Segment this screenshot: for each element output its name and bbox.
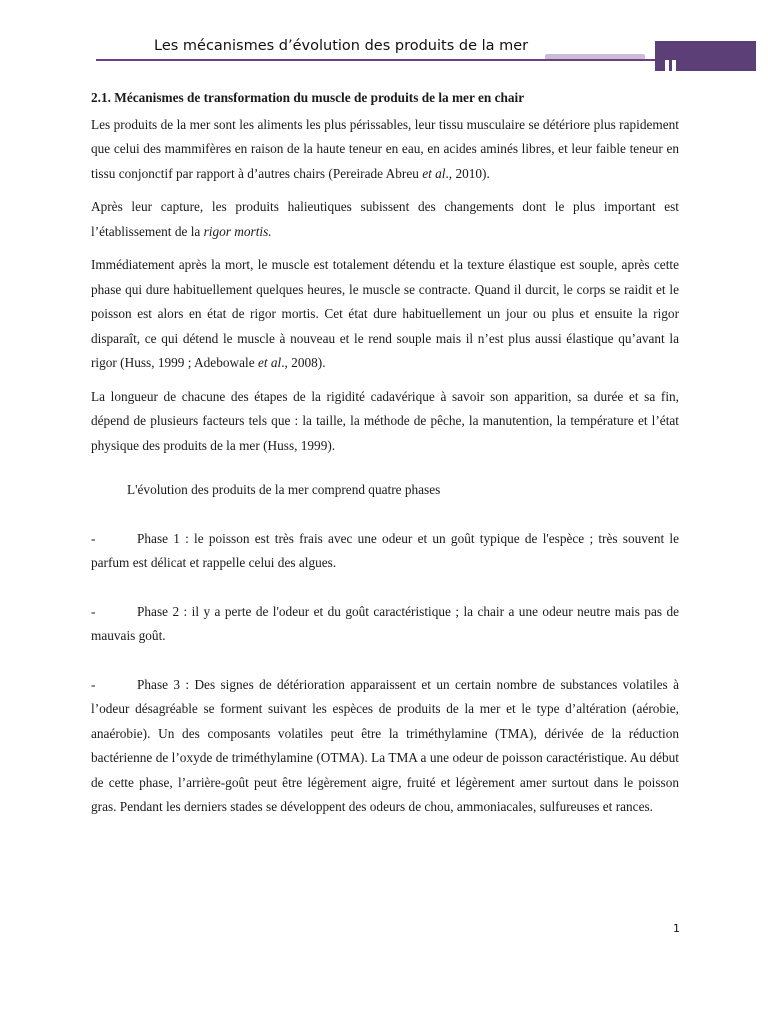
- term-italic: rigor mortis.: [203, 223, 272, 239]
- phases-intro: L'évolution des produits de la mer comprend quatre phases: [127, 482, 441, 497]
- paragraph-4: La longueur de chacune des étapes de la rigidité cadavérique à savoir son apparition, sa durée et sa fin, dépend de plusieurs facteurs tels que : la taille, la méthode de pêche, la manutention, la température et l’état physique des produits de la mer (Huss, 1999).: [91, 388, 679, 453]
- page-number: 1: [673, 922, 680, 935]
- paragraph-3: [91, 253, 679, 376]
- chapter-tab-mark: [665, 60, 669, 71]
- paragraph-text: Les produits de la mer sont les aliments les plus périssables, leur tissu musculaire se détériore plus rapidement que celui des mammifères en raison de la haute teneur en eau, en acides aminés libres, et leur faible teneur en tissu conjonctif par rapport à d’autres chairs (Pereirade Abreu: [91, 116, 679, 181]
- phase-text: Phase 3 : Des signes de détérioration apparaissent et un certain nombre de substances volatiles à l’odeur désagréable se forment suivant les espèces de produits de la mer et le type d’altération (aérobie, anaérobie). Un des composants volatiles peut être la triméthylamine (TMA), dérivée de la réduction bactérienne de l’oxyde de triméthylamine (OTMA). La TMA a une odeur de poisson caractéristique. Au début de cette phase, l’arrière-goût peut être légèrement aigre, fruité et légèrement amer surtout dans le poisson gras. Pendant les derniers stades se développent des odeurs de chou, ammoniacales, sulfureuses et rances.: [91, 676, 679, 814]
- phase-item: [91, 673, 679, 820]
- phase-text: Phase 2 : il y a perte de l'odeur et du goût caractéristique ; la chair a une odeur neutre mais pas de mauvais goût.: [91, 603, 679, 643]
- document-body: [91, 86, 679, 820]
- phase-item: [91, 600, 679, 649]
- header-rule: [96, 59, 656, 61]
- phase-text: Phase 1 : le poisson est très frais avec une odeur et un goût typique de l'espèce ; très souvent le parfum est délicat et rappelle celui des algues.: [91, 530, 679, 570]
- list-dash: -: [91, 676, 96, 692]
- phase-item: [91, 527, 679, 576]
- citation-end: ., 2008).: [281, 355, 326, 370]
- citation-end: ., 2010).: [445, 165, 490, 181]
- list-dash: -: [91, 530, 96, 546]
- chapter-tab-mark: [672, 60, 676, 71]
- paragraph-text: Immédiatement après la mort, le muscle est totalement détendu et la texture élastique est souple, après cette phase qui dure habituellement quelques heures, le muscle se contracte. Quand il durcit, le corps se raidit et le poisson est alors en état de rigor mortis. Cet état dure habituellement un jour ou plus et ensuite la rigor disparaît, ce qui détend le muscle à nouveau et le rend souple mais il n’est plus aussi élastique qu’avant la rigor (Huss, 1999 ; Adebowale: [91, 257, 679, 370]
- chapter-tab: [655, 41, 756, 71]
- citation-italic: et al: [257, 355, 282, 370]
- citation-italic: et al: [422, 165, 446, 181]
- list-dash: -: [91, 603, 96, 619]
- section-heading: 2.1. Mécanismes de transformation du muscle de produits de la mer en chair: [91, 90, 525, 105]
- paragraph-text: Après leur capture, les produits halieutiques subissent des changements dont le plus important est l’établissement de la: [91, 199, 679, 239]
- running-header-title: Les mécanismes d’évolution des produits de la mer: [154, 38, 529, 54]
- paragraph-2: [91, 195, 679, 244]
- paragraph-1: [91, 113, 679, 187]
